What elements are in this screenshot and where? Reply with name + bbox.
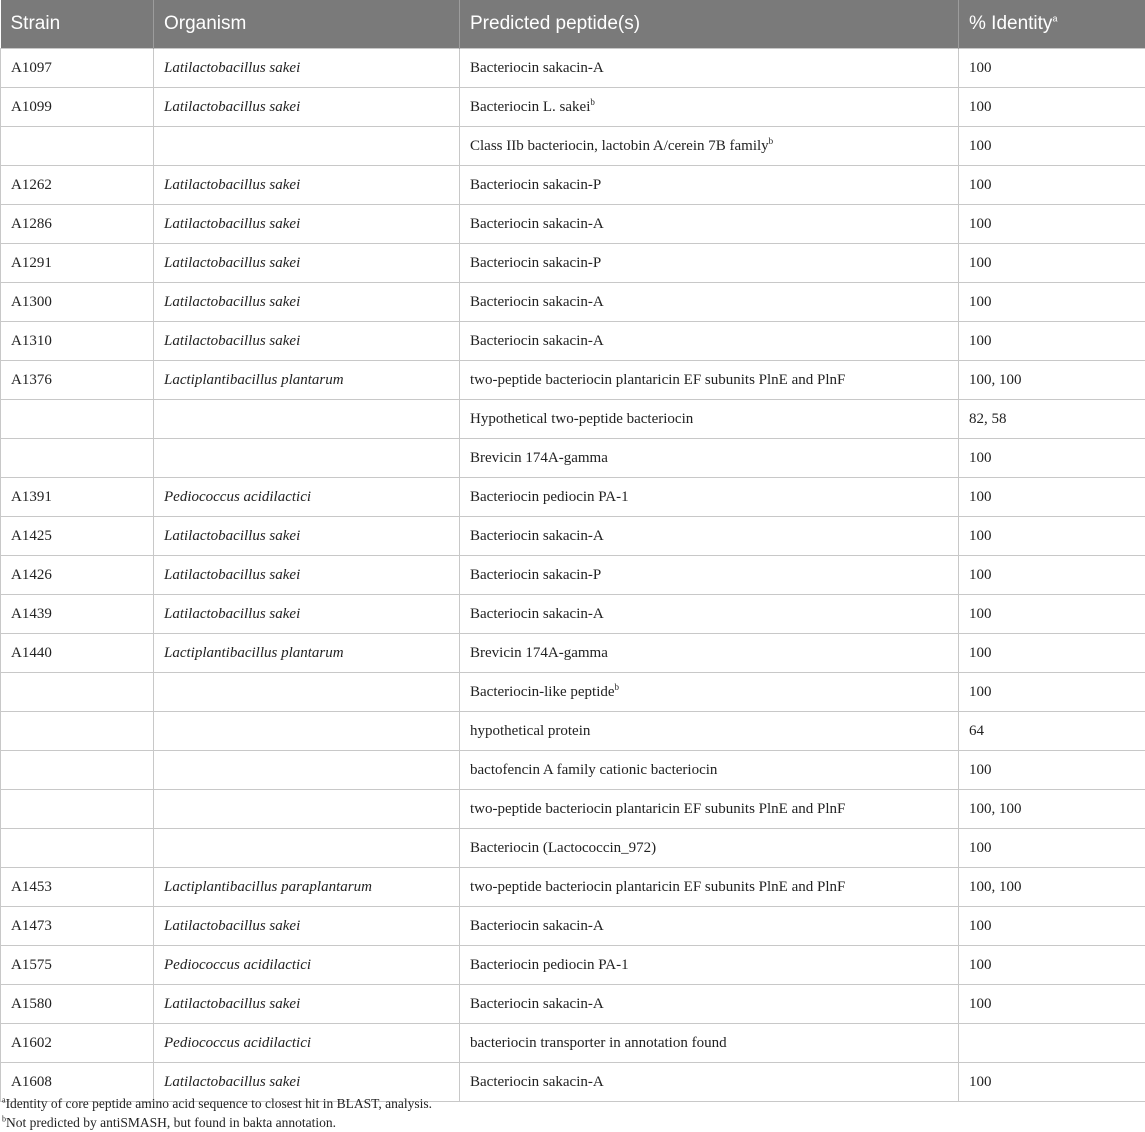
header-strain: Strain [1,0,154,49]
table-row [1,439,1145,478]
cell-strain: A1608 [1,1063,154,1102]
cell-organism: Latilactobacillus sakei [154,283,460,322]
footnote-b: $^b$Not predicted by antiSMASH, but found in bakta annotation. [2,1114,336,1130]
cell-strain [1,829,154,868]
table-row [1,829,1145,868]
cell-predicted-peptide: Class IIb bacteriocin, lactobin A/cerein 7B family$^b$ [460,127,959,166]
cell-identity: 64 [959,712,1145,751]
cell-predicted-peptide: Brevicin 174A-gamma [460,634,959,673]
cell-identity: 100 [959,127,1145,166]
cell-strain: A1426 [1,556,154,595]
cell-strain [1,790,154,829]
table-row [1,127,1145,166]
table-row [1,166,1145,205]
table-row [1,400,1145,439]
table-row [1,283,1145,322]
header-organism: Organism [154,0,460,49]
cell-predicted-peptide: Bacteriocin-like peptide$^b$ [460,673,959,712]
cell-organism [154,712,460,751]
cell-predicted-peptide: Bacteriocin sakacin-A [460,49,959,88]
cell-identity: 100 [959,88,1145,127]
table-row [1,673,1145,712]
table-row [1,985,1145,1024]
cell-predicted-peptide: Bacteriocin L. sakei$^b$ [460,88,959,127]
cell-organism: Latilactobacillus sakei [154,322,460,361]
cell-identity: 100 [959,517,1145,556]
header-predicted-peptides: Predicted peptide(s) [460,0,959,49]
footnote-mark: b [614,681,620,692]
cell-identity: 100 [959,244,1145,283]
cell-organism [154,790,460,829]
cell-identity: 100 [959,595,1145,634]
cell-strain: A1580 [1,985,154,1024]
cell-predicted-peptide: two-peptide bacteriocin plantaricin EF subunits PlnE and PlnF [460,868,959,907]
cell-strain: A1376 [1,361,154,400]
cell-organism: Latilactobacillus sakei [154,244,460,283]
cell-organism [154,439,460,478]
cell-strain: A1391 [1,478,154,517]
cell-predicted-peptide: two-peptide bacteriocin plantaricin EF subunits PlnE and PlnF [460,790,959,829]
cell-predicted-peptide: Bacteriocin sakacin-A [460,322,959,361]
cell-identity: 100 [959,1063,1145,1102]
cell-predicted-peptide: two-peptide bacteriocin plantaricin EF subunits PlnE and PlnF [460,361,959,400]
cell-organism [154,751,460,790]
cell-identity: 100 [959,205,1145,244]
table-row [1,88,1145,127]
table-row [1,751,1145,790]
cell-strain: A1262 [1,166,154,205]
cell-organism: Latilactobacillus sakei [154,205,460,244]
table-row [1,907,1145,946]
cell-organism [154,400,460,439]
cell-identity: 100 [959,634,1145,673]
cell-predicted-peptide: Bacteriocin sakacin-A [460,517,959,556]
cell-strain: A1291 [1,244,154,283]
cell-strain: A1286 [1,205,154,244]
cell-predicted-peptide: Bacteriocin sakacin-A [460,1063,959,1102]
cell-identity: 100, 100 [959,790,1145,829]
cell-predicted-peptide: hypothetical protein [460,712,959,751]
cell-organism [154,127,460,166]
cell-strain: A1300 [1,283,154,322]
cell-identity: 100 [959,166,1145,205]
cell-predicted-peptide: Bacteriocin sakacin-A [460,283,959,322]
cell-predicted-peptide: Bacteriocin sakacin-P [460,556,959,595]
table-row [1,946,1145,985]
table-row [1,868,1145,907]
cell-organism: Pediococcus acidilactici [154,946,460,985]
cell-organism: Pediococcus acidilactici [154,1024,460,1063]
cell-organism: Latilactobacillus sakei [154,166,460,205]
table-row [1,478,1145,517]
table-header [1,0,1145,49]
cell-predicted-peptide: bactofencin A family cationic bacteriocin [460,751,959,790]
cell-strain: A1575 [1,946,154,985]
cell-strain: A1439 [1,595,154,634]
cell-identity: 100 [959,829,1145,868]
footnote-mark: b [768,135,774,146]
cell-identity: 100 [959,322,1145,361]
cell-identity: 100 [959,439,1145,478]
cell-identity: 100 [959,49,1145,88]
cell-organism: Latilactobacillus sakei [154,517,460,556]
cell-predicted-peptide: Bacteriocin pediocin PA-1 [460,946,959,985]
cell-predicted-peptide: Bacteriocin pediocin PA-1 [460,478,959,517]
cell-organism: Latilactobacillus sakei [154,907,460,946]
table-row [1,49,1145,88]
cell-organism: Latilactobacillus sakei [154,49,460,88]
cell-identity: 100, 100 [959,868,1145,907]
table-row [1,712,1145,751]
footnote-mark: b [590,96,595,107]
cell-predicted-peptide: bacteriocin transporter in annotation found [460,1024,959,1063]
cell-strain: A1097 [1,49,154,88]
cell-identity: 100 [959,283,1145,322]
table-row [1,634,1145,673]
cell-predicted-peptide: Bacteriocin sakacin-P [460,166,959,205]
cell-identity: 100 [959,751,1145,790]
cell-identity: 100 [959,985,1145,1024]
cell-predicted-peptide: Bacteriocin sakacin-A [460,205,959,244]
cell-predicted-peptide: Brevicin 174A-gamma [460,439,959,478]
table-row [1,244,1145,283]
cell-identity: 100 [959,556,1145,595]
cell-strain: A1473 [1,907,154,946]
footnote-mark-a: a [1052,13,1058,24]
footnote-a: $^a$Identity of core peptide amino acid sequence to closest hit in BLAST, analysis. [2,1095,432,1111]
cell-strain: A1425 [1,517,154,556]
cell-strain [1,439,154,478]
cell-strain: A1310 [1,322,154,361]
cell-organism: Lactiplantibacillus paraplantarum [154,868,460,907]
table-row [1,361,1145,400]
cell-identity: 100 [959,946,1145,985]
cell-organism: Latilactobacillus sakei [154,595,460,634]
cell-organism: Latilactobacillus sakei [154,88,460,127]
cell-predicted-peptide: Hypothetical two-peptide bacteriocin [460,400,959,439]
cell-organism [154,673,460,712]
cell-organism: Lactiplantibacillus plantarum [154,361,460,400]
table-row [1,517,1145,556]
cell-identity [959,1024,1145,1063]
cell-identity: 82, 58 [959,400,1145,439]
table-row [1,790,1145,829]
cell-strain [1,127,154,166]
cell-predicted-peptide: Bacteriocin sakacin-A [460,907,959,946]
cell-identity: 100, 100 [959,361,1145,400]
cell-predicted-peptide: Bacteriocin sakacin-P [460,244,959,283]
cell-strain [1,712,154,751]
table-row [1,322,1145,361]
cell-strain [1,400,154,439]
footnotes [2,1094,432,1132]
cell-identity: 100 [959,478,1145,517]
cell-strain [1,751,154,790]
table-row [1,556,1145,595]
header-row [1,0,1145,49]
cell-organism: Pediococcus acidilactici [154,478,460,517]
cell-identity: 100 [959,673,1145,712]
table-row [1,1024,1145,1063]
cell-identity: 100 [959,907,1145,946]
cell-strain: A1099 [1,88,154,127]
cell-organism: Latilactobacillus sakei [154,1063,460,1102]
cell-predicted-peptide: Bacteriocin sakacin-A [460,595,959,634]
cell-strain: A1440 [1,634,154,673]
cell-strain: A1453 [1,868,154,907]
cell-organism [154,829,460,868]
cell-predicted-peptide: Bacteriocin (Lactococcin_972) [460,829,959,868]
table-body [1,49,1145,1102]
cell-strain: A1602 [1,1024,154,1063]
table-row [1,205,1145,244]
cell-organism: Latilactobacillus sakei [154,985,460,1024]
cell-predicted-peptide: Bacteriocin sakacin-A [460,985,959,1024]
table-row [1,595,1145,634]
cell-strain [1,673,154,712]
cell-organism: Latilactobacillus sakei [154,556,460,595]
header-identity: % Identity$^a$ [959,0,1145,49]
cell-organism: Lactiplantibacillus plantarum [154,634,460,673]
